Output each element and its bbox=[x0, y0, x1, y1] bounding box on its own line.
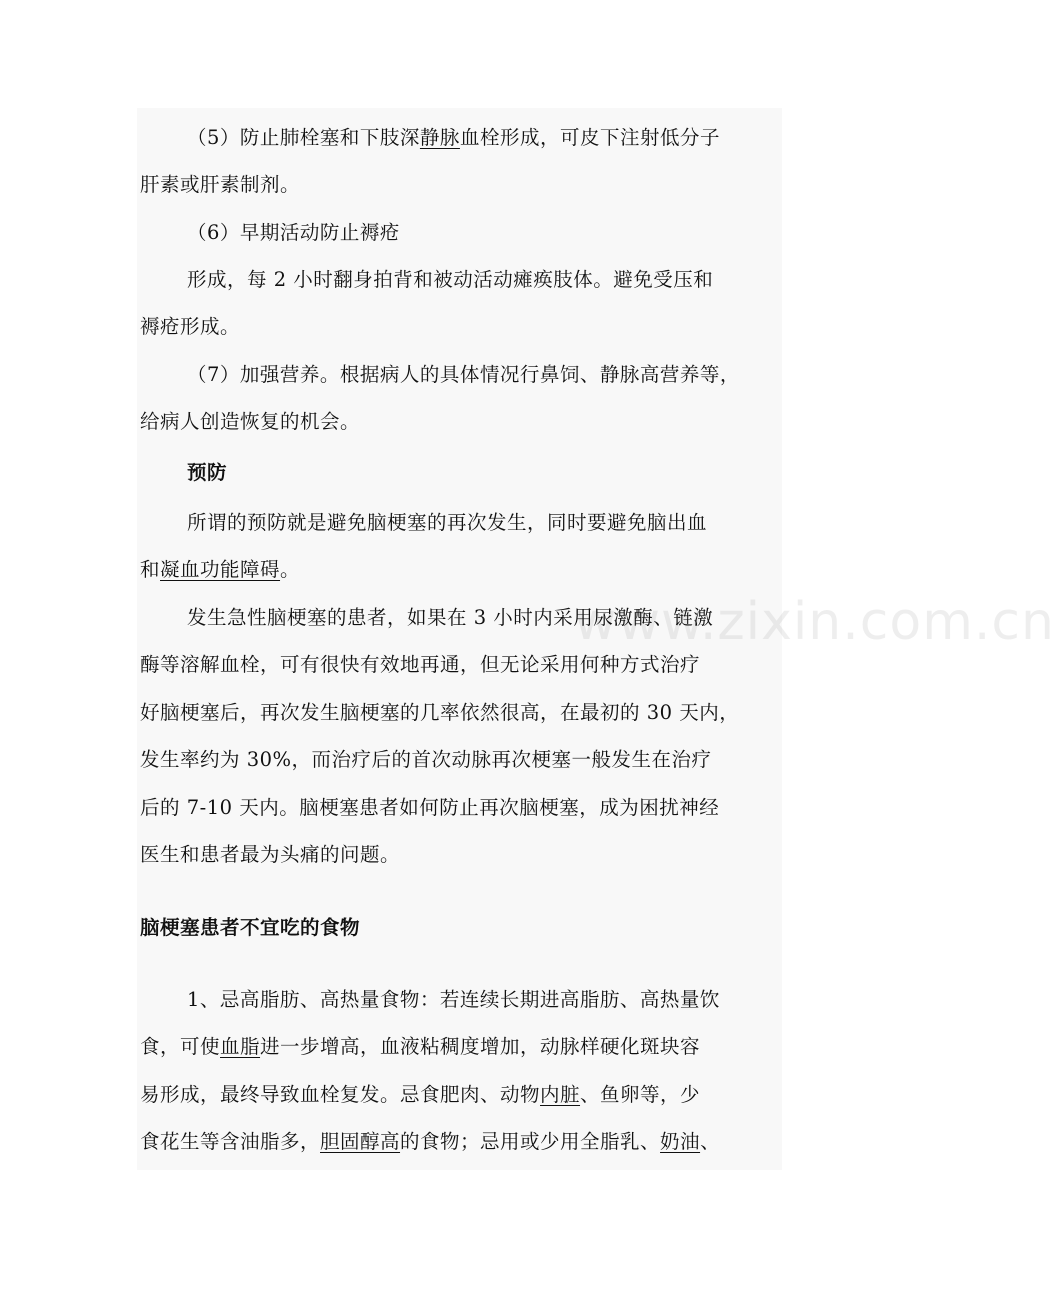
paragraph-line-18: 1、忌高脂肪、高热量食物：若连续长期进高脂肪、高热量饮 bbox=[187, 988, 720, 1011]
paragraph-line-1: （5）防止肺栓塞和下肢深静脉血栓形成，可皮下注射低分子 bbox=[187, 126, 720, 149]
paragraph-line-11: 发生急性脑梗塞的患者，如果在 3 小时内采用尿激酶、链激 bbox=[187, 606, 714, 629]
paragraph-line-15: 后的 7-10 天内。脑梗塞患者如何防止再次脑梗塞，成为困扰神经 bbox=[140, 796, 720, 819]
paragraph-line-2: 肝素或肝素制剂。 bbox=[140, 173, 301, 196]
paragraph-line-4: 形成，每 2 小时翻身拍背和被动活动瘫痪肢体。避免受压和 bbox=[187, 268, 714, 291]
paragraph-line-10: 和凝血功能障碍。 bbox=[140, 558, 301, 581]
paragraph-line-7: 给病人创造恢复的机会。 bbox=[140, 410, 361, 433]
link-danguchun[interactable]: 胆固醇高 bbox=[320, 1130, 401, 1153]
section-heading-foods: 脑梗塞患者不宜吃的食物 bbox=[140, 916, 361, 939]
paragraph-line-21: 食花生等含油脂多，胆固醇高的食物；忌用或少用全脂乳、奶油、 bbox=[140, 1130, 721, 1153]
heading-prevention: 预防 bbox=[187, 461, 228, 484]
paragraph-line-12: 酶等溶解血栓，可有很快有效地再通，但无论采用何种方式治疗 bbox=[140, 653, 701, 676]
watermark: www.zixin.com.cn bbox=[574, 592, 1055, 652]
link-ningxue[interactable]: 凝血功能障碍 bbox=[160, 558, 281, 581]
paragraph-line-13: 好脑梗塞后，再次发生脑梗塞的几率依然很高，在最初的 30 天内， bbox=[140, 701, 740, 724]
paragraph-line-16: 医生和患者最为头痛的问题。 bbox=[140, 843, 401, 866]
link-neizang[interactable]: 内脏 bbox=[540, 1083, 581, 1106]
paragraph-line-20: 易形成，最终导致血栓复发。忌食肥肉、动物内脏、鱼卵等，少 bbox=[140, 1083, 701, 1106]
link-xuezhi[interactable]: 血脂 bbox=[220, 1035, 261, 1058]
paragraph-line-5: 褥疮形成。 bbox=[140, 315, 241, 338]
paragraph-line-14: 发生率约为 30%，而治疗后的首次动脉再次梗塞一般发生在治疗 bbox=[140, 748, 712, 771]
paragraph-line-19: 食，可使血脂进一步增高，血液粘稠度增加，动脉样硬化斑块容 bbox=[140, 1035, 701, 1058]
paragraph-line-3: （6）早期活动防止褥疮 bbox=[187, 221, 400, 244]
link-jingmai[interactable]: 静脉 bbox=[419, 126, 460, 149]
paragraph-line-9: 所谓的预防就是避免脑梗塞的再次发生，同时要避免脑出血 bbox=[187, 511, 708, 534]
link-naiyou[interactable]: 奶油 bbox=[660, 1130, 701, 1153]
paragraph-line-6: （7）加强营养。根据病人的具体情况行鼻饲、静脉高营养等， bbox=[187, 363, 740, 386]
